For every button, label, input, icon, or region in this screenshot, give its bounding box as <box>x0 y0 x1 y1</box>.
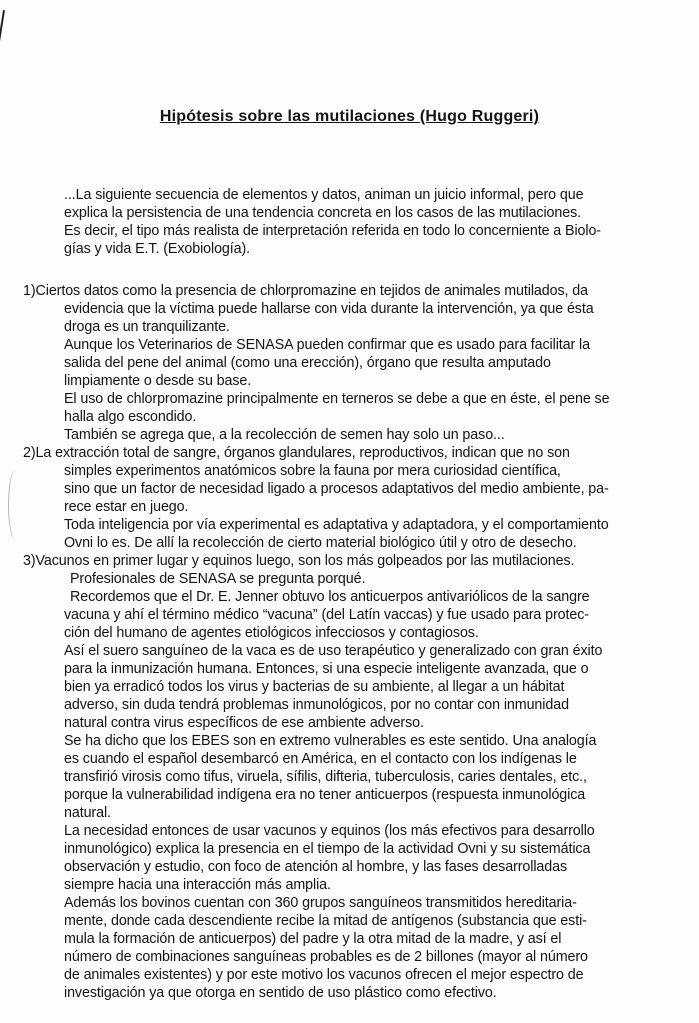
section2-line: Toda inteligencia por vía experimental es adaptativa y adaptadora, y el comportamiento <box>64 517 609 533</box>
intro-line: explica la persistencia de una tendencia concreta en los casos de las mutilaciones. <box>64 205 582 221</box>
intro-line: Es decir, el tipo más realista de interpretación referida en todo lo concerniente a Biolo- <box>64 223 601 239</box>
section2-line: Ovni lo es. De allí la recolección de cierto material biológico útil y otro de desecho. <box>64 535 577 551</box>
section3-line: Así el suero sanguíneo de la vaca es de uso terapéutico y generalizado con gran éxito <box>64 643 603 659</box>
section3-line: natural contra virus específicos de ese ambiente adverso. <box>64 715 424 731</box>
section3-line: Se ha dicho que los EBES son en extremo vulnerables es este sentido. Una analogía <box>64 733 597 749</box>
section2-line: simples experimentos anatómicos sobre la fauna por mera curiosidad científica, <box>64 463 561 479</box>
section2-line: 2)La extracción total de sangre, órganos glandulares, reproductivos, indican que no son <box>23 445 570 461</box>
section3-line: observación y estudio, con foco de atención al hombre, y las fases desarrolladas <box>64 859 568 875</box>
section3-line: natural. <box>64 805 111 821</box>
section2-line: sino que un factor de necesidad ligado a procesos adaptativos del medio ambiente, pa- <box>64 481 609 497</box>
section3-line: mula la formación de anticuerpos) del padre y la otra mitad de la madre, y así el <box>64 931 562 947</box>
section1-line: limpiamente o desde su base. <box>64 373 252 389</box>
section2-line: rece estar en juego. <box>64 499 189 515</box>
section3-line: bien ya erradicó todos los virus y bacterias de su ambiente, al llegar a un hábitat <box>64 679 565 695</box>
section1-line: halla algo escondido. <box>64 409 197 425</box>
section3-line: de animales existentes) y por este motivo los vacunos ofrecen el mejor espectro de <box>64 967 584 983</box>
pen-mark <box>0 10 5 66</box>
section3-line: Recordemos que el Dr. E. Jenner obtuvo los anticuerpos antivariólicos de la sangre <box>70 589 590 605</box>
section3-line: 3)Vacunos en primer lugar y equinos luego, son los más golpeados por las mutilaciones. <box>23 553 575 569</box>
section3-line: ción del humano de agentes etiológicos infecciosos y contagiosos. <box>64 625 479 641</box>
section1-line: El uso de chlorpromazine principalmente en terneros se debe a que en éste, el pene se <box>64 391 610 407</box>
section1-line: droga es un tranquilizante. <box>64 319 230 335</box>
section3-line: número de combinaciones sanguíneas probables es de 2 billones (mayor al número <box>64 949 588 965</box>
section1-line: 1)Ciertos datos como la presencia de chlorpromazine en tejidos de animales mutilados, da <box>23 283 588 299</box>
section1-line: Aunque los Veterinarios de SENASA pueden confirmar que es usado para facilitar la <box>64 337 590 353</box>
intro-line: gías y vida E.T. (Exobiología). <box>64 241 251 257</box>
section3-line: para la inmunización humana. Entonces, si una especie inteligente avanzada, que o <box>64 661 589 677</box>
section3-line: La necesidad entonces de usar vacunos y equinos (los más efectivos para desarrollo <box>64 823 595 839</box>
section1-line: evidencia que la víctima puede hallarse con vida durante la intervención, ya que ésta <box>64 301 594 317</box>
section1-line: También se agrega que, a la recolección de semen hay solo un paso... <box>64 427 505 443</box>
section3-line: es cuando el español desembarcó en América, en el contacto con los indígenas le <box>64 751 577 767</box>
intro-line: ...La siguiente secuencia de elementos y datos, animan un juicio informal, pero que <box>64 187 584 203</box>
section3-line: adverso, sin duda tendrá problemas inmunológicos, por no contar con inmunidad <box>64 697 569 713</box>
section3-line: mente, donde cada descendiente recibe la mitad de antígenos (substancia que esti- <box>64 913 587 929</box>
document-title: Hipótesis sobre las mutilaciones (Hugo Ruggeri) <box>159 108 540 125</box>
section3-line: porque la vulnerabilidad indígena era no tener anticuerpos (respuesta inmunológica <box>64 787 586 803</box>
section3-line: inmunológico) explica la presencia en el tiempo de la actividad Ovni y su sistemática <box>64 841 591 857</box>
section3-line: siempre hacia una interacción más amplia. <box>64 877 331 893</box>
margin-curve-mark <box>8 470 23 540</box>
section3-line: Profesionales de SENASA se pregunta porqué. <box>70 571 366 587</box>
section3-line: Además los bovinos cuentan con 360 grupos sanguíneos transmitidos hereditaria- <box>64 895 577 911</box>
section3-line: investigación ya que otorga en sentido de uso plástico como efectivo. <box>64 985 497 1001</box>
section3-line: transfirió virosis como tifus, viruela, sífilis, difteria, tuberculosis, caries dentales, etc., <box>64 769 587 785</box>
section3-line: vacuna y ahí el término médico “vacuna” (del Latín vaccas) y fue usado para protec- <box>64 607 589 623</box>
section1-line: salida del pene del animal (como una erección), órgano que resulta amputado <box>64 355 551 371</box>
